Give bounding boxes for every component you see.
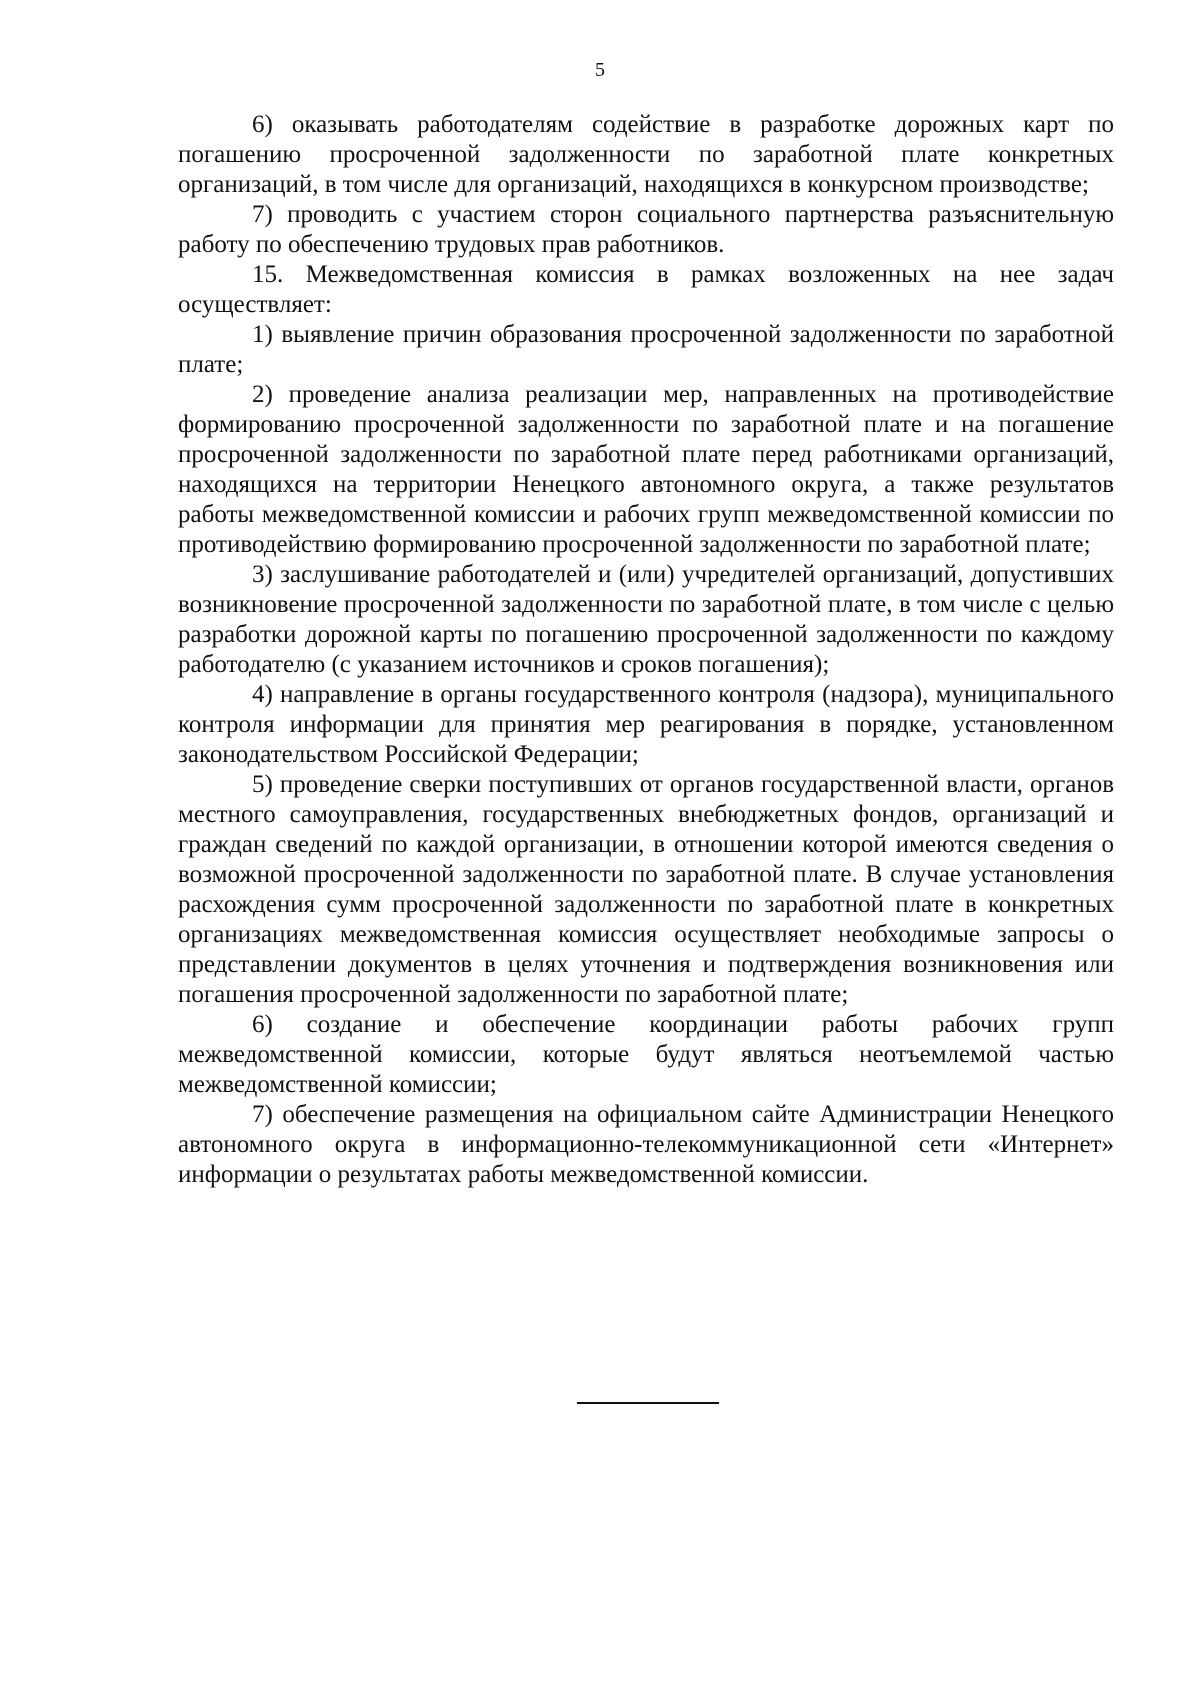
paragraph-item-1-identification: 1) выявление причин образования просроченной задолженности по заработной плате; (178, 321, 1114, 378)
paragraph-item-7-publication: 7) обеспечение размещения на официальном сайте Администрации Ненецкого автономного округа в информационно-телекоммуникационной сети «Интернет» информации о результатах работы межведомственной комиссии. (178, 1101, 1114, 1188)
paragraph-item-2-analysis: 2) проведение анализа реализации мер, направленных на противодействие формированию просроченной задолженности по заработной плате и на погашение просроченной задолженности по заработной плате перед работниками организаций, находящихся на территории Ненецкого автономного округа, а также результатов работы межведомственной комиссии и рабочих групп межведомственной комиссии по противодействию формированию просроченной задолженности по заработной плате; (178, 381, 1114, 558)
paragraph-section-15-intro: 15. Межведомственная комиссия в рамках возложенных на нее задач осуществляет: (178, 261, 1114, 318)
document-body (178, 110, 1114, 1190)
paragraph-item-5-reconciliation: 5) проведение сверки поступивших от органов государственной власти, органов местного самоуправления, государственных внебюджетных фондов, организаций и граждан сведений по каждой организации, в отношении которой имеются сведения о возможной просроченной задолженности по заработной плате. В случае установления расхождения сумм просроченной задолженности по заработной плате в конкретных организациях межведомственная комиссия осуществляет необходимые запросы о представлении документов в целях уточнения и подтверждения возникновения или погашения просроченной задолженности по заработной плате; (178, 771, 1114, 1008)
end-divider-line (577, 1402, 719, 1404)
paragraph-item-6-assistance: 6) оказывать работодателям содействие в разработке дорожных карт по погашению просроченной задолженности по заработной плате конкретных организаций, в том числе для организаций, находящихся в конкурсном производстве; (178, 111, 1114, 198)
paragraph-item-4-referral: 4) направление в органы государственного контроля (надзора), муниципального контроля информации для принятия мер реагирования в порядке, установленном законодательством Российской Федерации; (178, 681, 1114, 768)
paragraph-item-6-working-groups: 6) создание и обеспечение координации работы рабочих групп межведомственной комиссии, которые будут являться неотъемлемой частью межведомственной комиссии; (178, 1011, 1114, 1098)
paragraph-item-3-hearing: 3) заслушивание работодателей и (или) учредителей организаций, допустивших возникновение просроченной задолженности по заработной плате, в том числе с целью разработки дорожной карты по погашению просроченной задолженности по каждому работодателю (с указанием источников и сроков погашения); (178, 561, 1114, 678)
page-number: 5 (595, 59, 605, 81)
paragraph-item-7-explanatory-work: 7) проводить с участием сторон социального партнерства разъяснительную работу по обеспечению трудовых прав работников. (178, 201, 1114, 258)
